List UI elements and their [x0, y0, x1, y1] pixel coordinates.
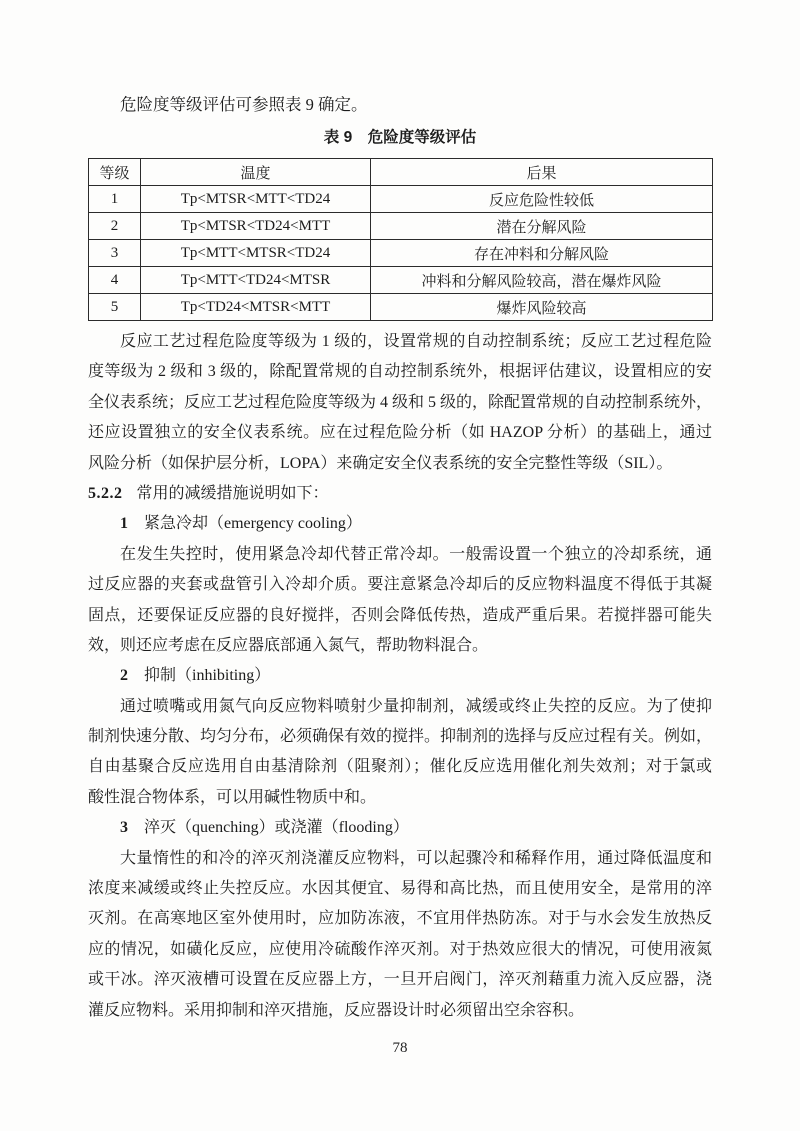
paragraph-inhibiting [88, 692, 712, 814]
section-title: 常用的减缓措施说明如下： [136, 484, 329, 502]
intro-paragraph: 危险度等级评估可参照表 9 确定。 [120, 95, 368, 114]
text-line: 浓度来减缓或终止失控反应。水因其便宜、易得和高比热，而且使用安全，是常用的淬 [88, 880, 712, 898]
text-line: 自由基聚合反应选用自由基清除剂（阻聚剂）；催化反应选用催化剂失效剂；对于氯或 [88, 758, 712, 776]
section-number: 5.2.2 [88, 484, 123, 502]
cell-temperature: Tp<MTT<MTSR<TD24 [141, 240, 371, 267]
text-line: 制剂快速分散、均匀分布，必须确保有效的搅拌。抑制剂的选择与反应过程有关。例如， [88, 728, 712, 746]
text-line: 过反应器的夹套或盘管引入冷却介质。要注意紧急冷却后的反应物料温度不得低于其凝 [88, 576, 712, 594]
cell-temperature: Tp<MTSR<MTT<TD24 [141, 186, 371, 213]
table-caption-number: 表 9 [323, 129, 353, 146]
item-3-heading [88, 813, 712, 843]
page-content [88, 90, 712, 1026]
text-line: 在发生失控时，使用紧急冷却代替正常冷却。一般需设置一个独立的冷却系统，通 [120, 545, 712, 563]
cell-temperature: Tp<MTT<TD24<MTSR [141, 267, 371, 294]
cell-consequence: 冲料和分解风险较高，潜在爆炸风险 [371, 267, 713, 294]
text-line: 灭剂。在高寒地区室外使用时，应加防冻液，不宜用伴热防冻。对于与水会发生放热反 [88, 910, 712, 928]
cell-temperature: Tp<MTSR<TD24<MTT [141, 213, 371, 240]
table-row [89, 240, 713, 267]
text-line: 或干冰。淬灭液槽可设置在反应器上方，一旦开启阀门，淬灭剂藉重力流入反应器，浇 [88, 971, 712, 989]
cell-temperature: Tp<TD24<MTSR<MTT [141, 294, 371, 321]
risk-grade-table [88, 158, 713, 321]
page-number: 78 [392, 1040, 408, 1056]
text-line: 大量惰性的和冷的淬灭剂浇灌反应物料，可以起骤冷和稀释作用，通过降低温度和 [120, 849, 712, 867]
header-temperature: 温度 [141, 159, 371, 186]
cell-grade: 3 [89, 240, 141, 267]
paragraph-quenching-flooding [88, 844, 712, 1026]
header-consequence: 后果 [371, 159, 713, 186]
table-row [89, 213, 713, 240]
item-number: 2 [120, 667, 128, 685]
cell-grade: 1 [89, 186, 141, 213]
section-heading-5-2-2 [88, 479, 712, 509]
text-line: 酸性混合物体系，可以用碱性物质中和。 [88, 788, 377, 806]
text-line: 灌反应物料。采用抑制和淬灭措施，反应器设计时必须留出空余容积。 [88, 1001, 585, 1019]
table-row [89, 294, 713, 321]
table-row [89, 186, 713, 213]
table-row [89, 267, 713, 294]
item-title: 淬灭（quenching）或浇灌（flooding） [144, 819, 409, 837]
item-1-heading [88, 509, 712, 539]
paragraph-control-systems [88, 327, 712, 479]
header-grade: 等级 [89, 159, 141, 186]
text-line: 还应设置独立的安全仪表系统。应在过程危险分析（如 HAZOP 分析）的基础上，通过 [88, 424, 712, 442]
body-text [88, 327, 712, 1026]
table-caption-title: 危险度等级评估 [367, 129, 477, 146]
text-line: 通过喷嘴或用氮气向反应物料喷射少量抑制剂，减缓或终止失控的反应。为了使抑 [120, 697, 712, 715]
item-title: 抑制（inhibiting） [144, 667, 271, 685]
text-line: 固点，还要保证反应器的良好搅拌，否则会降低传热，造成严重后果。若搅拌器可能失 [88, 606, 712, 624]
item-title: 紧急冷却（emergency cooling） [144, 515, 362, 533]
cell-grade: 2 [89, 213, 141, 240]
text-line: 全仪表系统；反应工艺过程危险度等级为 4 级和 5 级的，除配置常规的自动控制系统外， [88, 393, 712, 411]
item-2-heading [88, 661, 712, 691]
text-line: 度等级为 2 级和 3 级的，除配置常规的自动控制系统外，根据评估建议，设置相应的安 [88, 363, 712, 381]
item-number: 1 [120, 515, 128, 533]
cell-consequence: 存在冲料和分解风险 [371, 240, 713, 267]
item-number: 3 [120, 819, 128, 837]
table-header-row [89, 159, 713, 186]
text-line: 应的情况，如磺化反应，应使用冷硫酸作淬灭剂。对于热效应很大的情况，可使用液氮 [88, 940, 712, 958]
table-caption [88, 125, 712, 150]
text-line: 反应工艺过程危险度等级为 1 级的，设置常规的自动控制系统；反应工艺过程危险 [120, 333, 712, 350]
cell-consequence: 反应危险性较低 [371, 186, 713, 213]
cell-consequence: 爆炸风险较高 [371, 294, 713, 321]
cell-consequence: 潜在分解风险 [371, 213, 713, 240]
text-line: 效，则还应考虑在反应器底部通入氮气，帮助物料混合。 [88, 636, 489, 654]
paragraph-emergency-cooling [88, 540, 712, 662]
cell-grade: 4 [89, 267, 141, 294]
cell-grade: 5 [89, 294, 141, 321]
text-line: 风险分析（如保护层分析，LOPA）来确定安全仪表系统的安全完整性等级（SIL）。 [88, 454, 673, 472]
